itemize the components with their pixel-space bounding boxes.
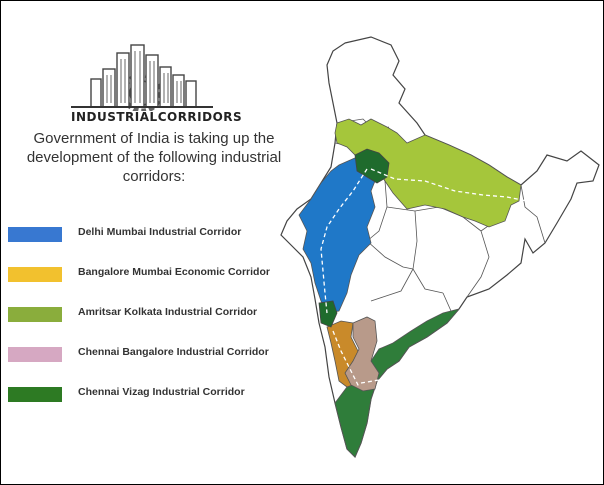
legend-item-delhi-mumbai xyxy=(8,223,308,245)
legend-swatch xyxy=(8,227,62,242)
legend-swatch xyxy=(8,387,62,402)
logo-word-industrial: INDUSTRIAL xyxy=(71,109,158,124)
legend-label: Delhi Mumbai Industrial Corridor xyxy=(78,226,242,238)
legend-item-bangalore-mumbai xyxy=(8,263,308,285)
legend-swatch xyxy=(8,347,62,362)
legend-item-chennai-vizag xyxy=(8,383,308,405)
india-corridors-map xyxy=(275,31,604,471)
intro-text: Government of India is taking up the development of the following industrial corridors: xyxy=(26,130,282,185)
legend-item-chennai-bangalore xyxy=(8,343,308,365)
legend-label: Bangalore Mumbai Economic Corridor xyxy=(78,266,270,278)
industrial-corridors-logo xyxy=(67,41,243,127)
legend-label: Chennai Bangalore Industrial Corridor xyxy=(78,346,269,358)
legend-label: Chennai Vizag Industrial Corridor xyxy=(78,386,245,398)
logo-title xyxy=(71,108,243,125)
logo-word-corridors: CORRIDORS xyxy=(157,109,243,124)
legend-label: Amritsar Kolkata Industrial Corridor xyxy=(78,306,258,318)
legend-swatch xyxy=(8,307,62,322)
legend-item-amritsar-kolkata xyxy=(8,303,308,325)
legend-swatch xyxy=(8,267,62,282)
city-buildings-gear-icon xyxy=(67,41,217,111)
